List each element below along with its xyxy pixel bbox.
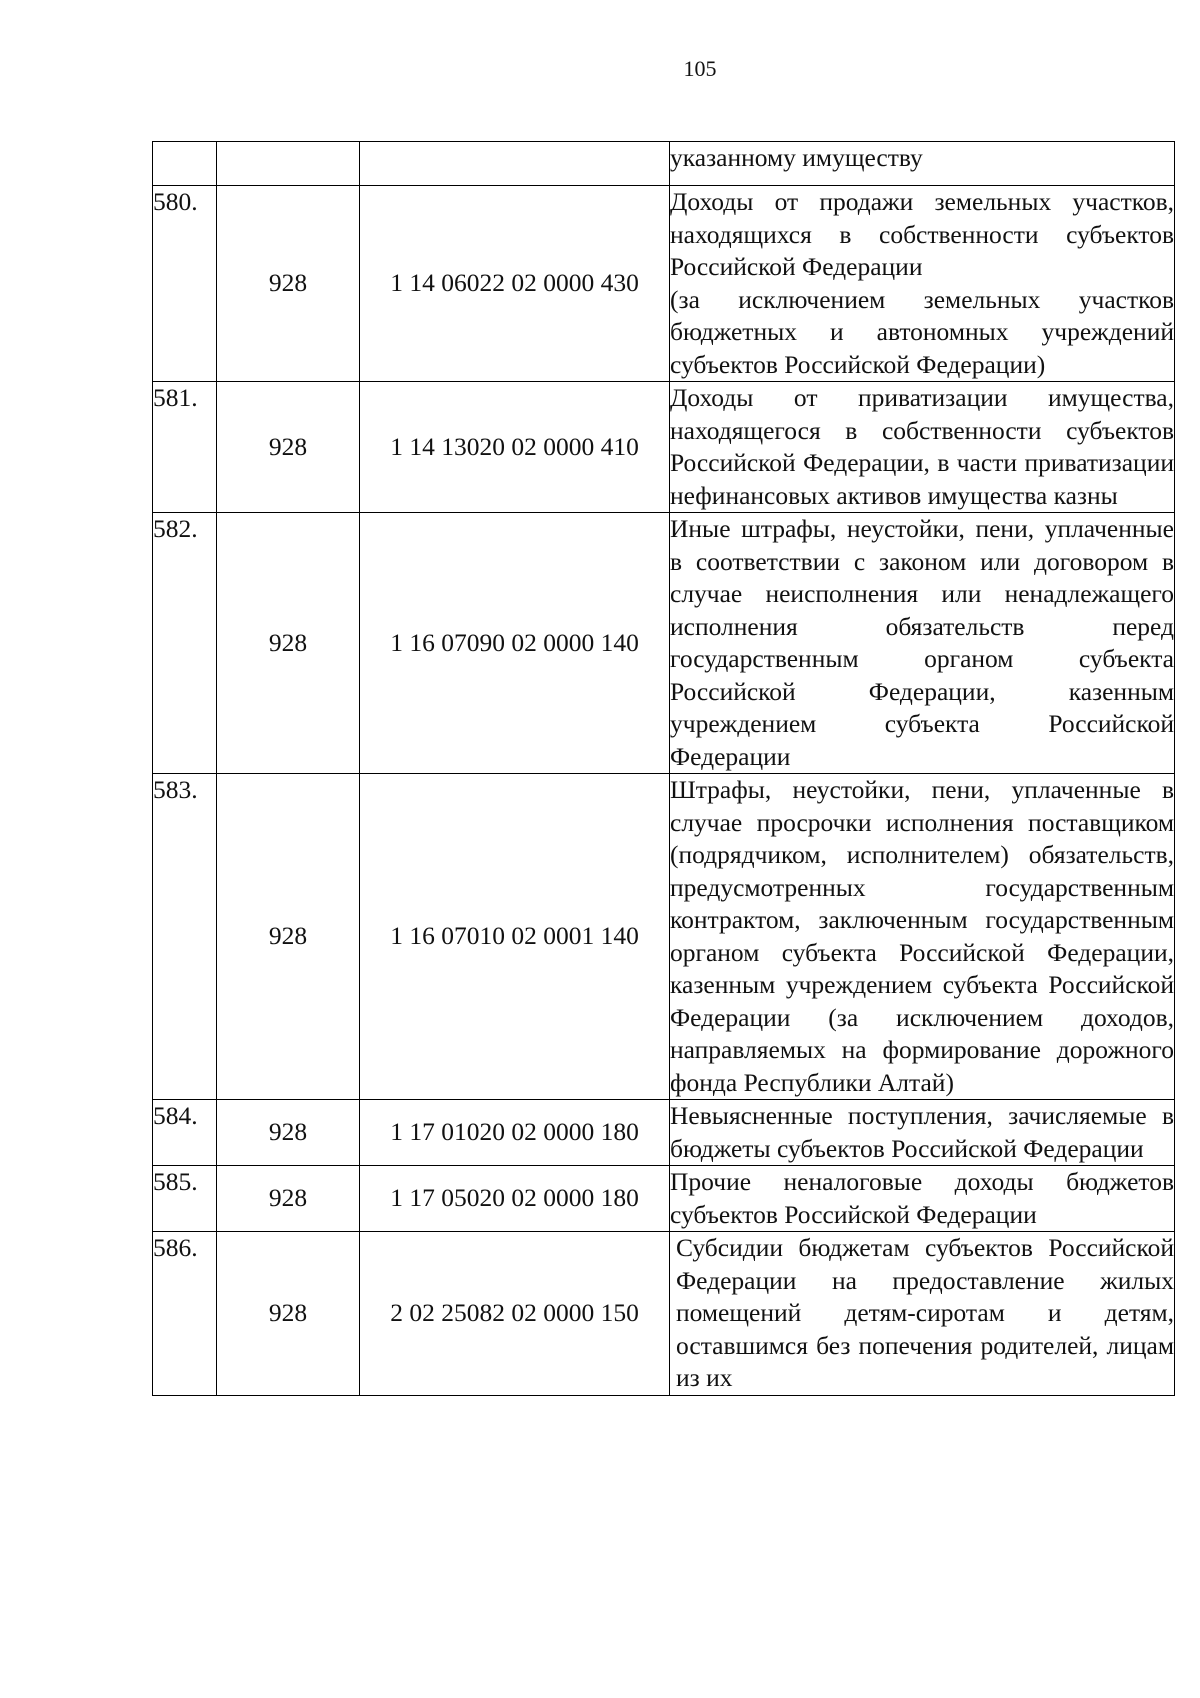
row-description: Штрафы, неустойки, пени, уплаченные в случае просрочки исполнения поставщиком (подрядчиком, исполнителем) обязательств, предусмотренных государственным контрактом, заключенным государственным органом субъекта Российской Федерации, казенным учреждением субъекта Российской Федерации (за исключением доходов, направляемых на формирование дорожного фонда Республики Алтай) [670,775,1174,1097]
row-description-note: (за исключением земельных участков бюджетных и автономных учреждений субъектов Российской Федерации) [670,284,1174,379]
kbk-code: 1 16 07010 02 0001 140 [360,774,670,1100]
row-number: 583. [153,774,217,1100]
row-description: Субсидии бюджетам субъектов Российской Федерации на предоставление жилых помещений детям-сиротам и детям, оставшимся без попечения родителей, лицам из их [676,1233,1174,1392]
description-cell [670,774,1175,1100]
row-description: Прочие неналоговые доходы бюджетов субъектов Российской Федерации [670,1167,1174,1229]
admin-code: 928 [217,1166,360,1232]
kbk-code: 1 16 07090 02 0000 140 [360,513,670,774]
table-row [153,1100,1175,1166]
table-row [153,1166,1175,1232]
description-cell [670,1100,1175,1166]
row-number: 582. [153,513,217,774]
page-number: 105 [683,56,717,81]
row-description: Невыясненные поступления, зачисляемые в бюджеты субъектов Российской Федерации [670,1101,1174,1163]
row-number: 584. [153,1100,217,1166]
row-number: 580. [153,186,217,382]
admin-code: 928 [217,1100,360,1166]
description-cell [670,142,1175,186]
admin-code: 928 [217,382,360,513]
row-description: Иные штрафы, неустойки, пени, уплаченные в соответствии с законом или договором в случае неисполнения или ненадлежащего исполнения обязательств перед государственным органом субъекта Российской Федерации, казенным учреждением субъекта Российской Федерации [670,514,1174,771]
kbk-code: 1 14 13020 02 0000 410 [360,382,670,513]
table-row-continuation [153,142,1175,186]
description-cell [670,186,1175,382]
admin-code: 928 [217,1232,360,1396]
table-row [153,382,1175,513]
table-row [153,774,1175,1100]
admin-code-cell [217,142,360,186]
row-description: Доходы от продажи земельных участков, находящихся в собственности субъектов Российской Федерации [670,187,1174,281]
description-cell [670,1232,1175,1396]
row-number: 586. [153,1232,217,1396]
admin-code: 928 [217,186,360,382]
kbk-code: 1 14 06022 02 0000 430 [360,186,670,382]
row-number: 585. [153,1166,217,1232]
description-cell [670,1166,1175,1232]
kbk-code-cell [360,142,670,186]
admin-code: 928 [217,513,360,774]
budget-classification-table [152,141,1175,1396]
kbk-code: 1 17 01020 02 0000 180 [360,1100,670,1166]
row-number: 581. [153,382,217,513]
row-description: Доходы от приватизации имущества, находящегося в собственности субъектов Российской Федерации, в части приватизации нефинансовых активов имущества казны [670,383,1174,510]
kbk-code: 1 17 05020 02 0000 180 [360,1166,670,1232]
admin-code: 928 [217,774,360,1100]
table-row [153,513,1175,774]
table-row [153,186,1175,382]
kbk-code: 2 02 25082 02 0000 150 [360,1232,670,1396]
description-cell [670,513,1175,774]
row-number-cell [153,142,217,186]
description-cell [670,382,1175,513]
row-description: указанному имуществу [670,143,923,172]
table-row [153,1232,1175,1396]
